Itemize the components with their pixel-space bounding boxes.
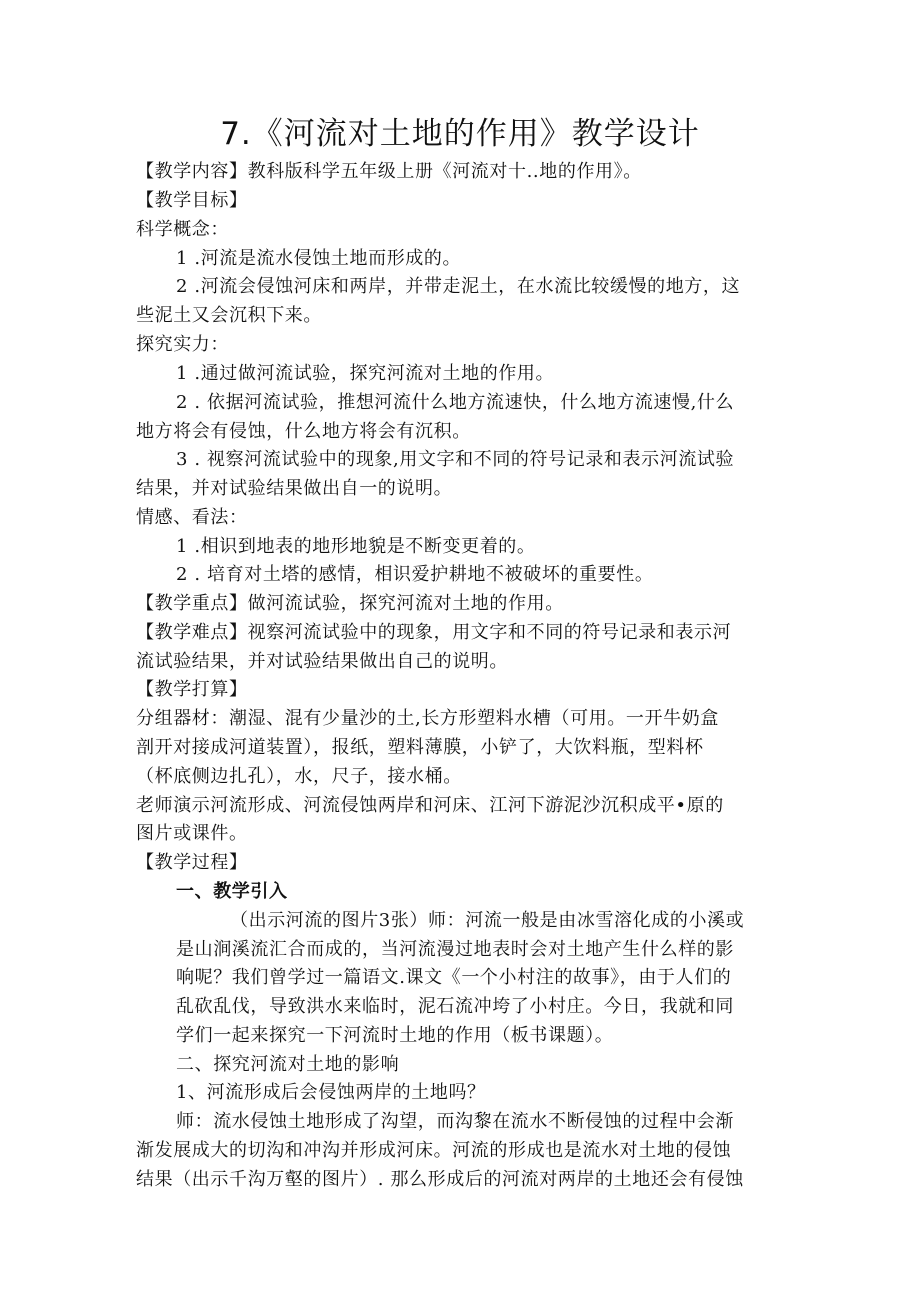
text-line: 结果（出示千沟万壑的图片）. 那么形成后的河流对两岸的土地还会有侵蚀 [136,1169,744,1190]
text-line: 1、河流形成后会侵蚀两岸的土地吗？ [176,1082,486,1103]
text-line: 剖开对接成河道装置），报纸，塑料薄膜，小铲了，大饮料瓶，型料杯 [136,737,704,758]
text-line: 是山涧溪流汇合而成的，当河流漫过地表时会对土地产生什么样的影 [176,939,734,960]
document-title: 7.《河流对土地的作用》教学设计 [220,116,700,152]
text-line: 3 . 视察河流试验中的现象,用文字和不同的符号记录和表示河流试验 [176,449,735,470]
subheading-explore: 二、探究河流对土地的影响 [176,1054,400,1075]
text-line: 1 .相识到地表的地形地貌是不断变更着的。 [176,536,536,557]
text-line: 乱砍乱伐，导致洪水来临时，泥石流冲垮了小村庄。今日，我就和同 [176,996,734,1017]
text-line: 图片或课件。 [136,823,248,844]
text-line: 渐发展成大的切沟和冲沟并形成河床。河流的形成也是流水对土地的侵蚀 [136,1140,732,1161]
subheading-emotion-attitude: 情感、看法： [136,507,248,528]
text-line-key-points: 【教学重点】做河流试验，探究河流对土地的作用。 [136,593,564,614]
text-line: 流试验结果，并对试验结果做出自己的说明。 [136,651,508,672]
text-line: 1 .河流是流水侵蚀土地而形成的。 [176,248,462,269]
text-line: 些泥土又会沉积下来。 [136,305,322,326]
text-line: 结果，并对试验结果做出自一的说明。 [136,478,453,499]
section-heading-goals: 【教学目标】 [136,190,248,211]
text-line: 师：流水侵蚀土地形成了沟望，而沟黎在流水不断侵蚀的过程中会渐 [176,1111,734,1132]
text-line: 老师演示河流形成、河流侵蚀两岸和河床、江河下游泥沙沉积成平•原的 [136,795,724,816]
section-heading-process: 【教学过程】 [136,852,248,873]
section-heading-preparation: 【教学打算】 [136,679,248,700]
text-line: 2 .河流会侵蚀河床和两岸，并带走泥土，在水流比较缓慢的地方，这 [176,276,741,297]
subheading-introduction: 一、教学引入 [176,881,288,902]
text-line: 响呢？我们曾学过一篇语文.课文《一个小村注的故事》，由于人们的 [176,967,732,988]
text-line: 2 . 依据河流试验，推想河流什么地方流速快，什么地方流速慢,什么 [176,392,735,413]
text-line: （出示河流的图片3张）师：河流一般是由冰雪溶化成的小溪或 [230,910,745,931]
text-line: 1 .通过做河流试验，探究河流对土地的作用。 [176,363,555,384]
subheading-science-concepts: 科学概念： [136,219,229,240]
text-line: 分组器材：潮湿、混有少量沙的土,长方形塑料水槽（可用。一开牛奶盒 [136,708,719,729]
text-line: 地方将会有侵蚀，什么地方将会有沉积。 [136,421,471,442]
text-line: 2 . 培育对土塔的感情，相识爱护耕地不被破坏的重要性。 [176,564,654,585]
text-line: 学们一起来探究一下河流时土地的作用（板书课题）。 [176,1025,614,1046]
text-line-difficult-points: 【教学难点】视察河流试验中的现象，用文字和不同的符号记录和表示河 [136,622,732,643]
text-line-teaching-content: 【教学内容】教科版科学五年级上册《河流对十..地的作用》。 [136,161,642,182]
text-line: （杯底侧边扎孔），水，尺子，接水桶。 [136,766,462,787]
subheading-inquiry-ability: 探究实力： [136,334,229,355]
